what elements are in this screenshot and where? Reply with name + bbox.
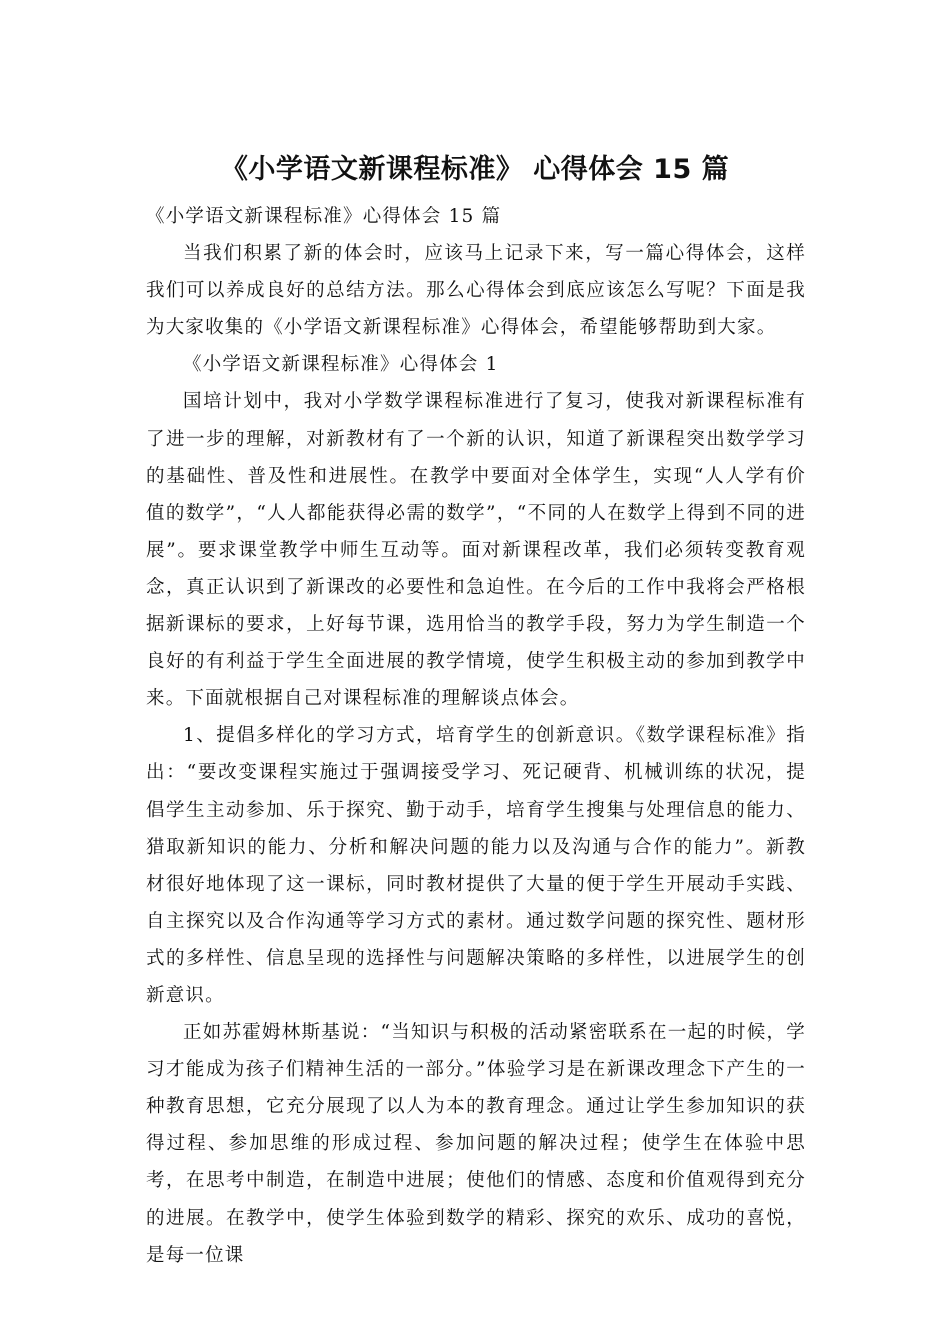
intro-paragraph: 当我们积累了新的体会时，应该马上记录下来，写一篇心得体会，这样我们可以养成良好的总结方法。那么心得体会到底应该怎么写呢？下面是我为大家收集的《小学语文新课程标准》心得体会，希望能够帮助到大家。 bbox=[146, 243, 806, 339]
document-title: 《小学语文新课程标准》 心得体会 15 篇 bbox=[220, 154, 730, 185]
document-body bbox=[146, 198, 806, 1274]
document-subtitle: 《小学语文新课程标准》心得体会 15 篇 bbox=[146, 206, 502, 227]
body-paragraph: 国培计划中，我对小学数学课程标准进行了复习，使我对新课程标准有了进一步的理解，对新教材有了一个新的认识，知道了新课程突出数学学习的基础性、普及性和进展性。在教学中要面对全体学生，实现“人人学有价值的数学”，“人人都能获得必需的数学”，“不同的人在数学上得到不同的进展”。要求课堂教学中师生互动等。面对新课程改革，我们必须转变教育观念，真正认识到了新课改的必要性和急迫性。在今后的工作中我将会严格根据新课标的要求，上好每节课，选用恰当的教学手段，努力为学生制造一个良好的有利益于学生全面进展的教学情境，使学生积极主动的参加到教学中来。下面就根据自己对课程标准的理解谈点体会。 bbox=[146, 391, 806, 710]
body-paragraph: 1、提倡多样化的学习方式，培育学生的创新意识。《数学课程标准》指出：“要改变课程实施过于强调接受学习、死记硬背、机械训练的状况，提倡学生主动参加、乐于探究、勤于动手，培育学生搜集与处理信息的能力、猎取新知识的能力、分析和解决问题的能力以及沟通与合作的能力”。新教材很好地体现了这一课标，同时教材提供了大量的便于学生开展动手实践、自主探究以及合作沟通等学习方式的素材。通过数学问题的探究性、题材形式的多样性、信息呈现的选择性与问题解决策略的多样性，以进展学生的创新意识。 bbox=[146, 725, 806, 1006]
body-paragraph: 正如苏霍姆林斯基说：“当知识与积极的活动紧密联系在一起的时候，学习才能成为孩子们精神生活的一部分。”体验学习是在新课改理念下产生的一种教育思想，它充分展现了以人为本的教育理念。通过让学生参加知识的获得过程、参加思维的形成过程、参加问题的解决过程；使学生在体验中思考，在思考中制造，在制造中进展；使他们的情感、态度和价值观得到充分的进展。在教学中，使学生体验到数学的精彩、探究的欢乐、成功的喜悦，是每一位课 bbox=[146, 1022, 806, 1266]
section-heading: 《小学语文新课程标准》心得体会 1 bbox=[183, 354, 499, 376]
